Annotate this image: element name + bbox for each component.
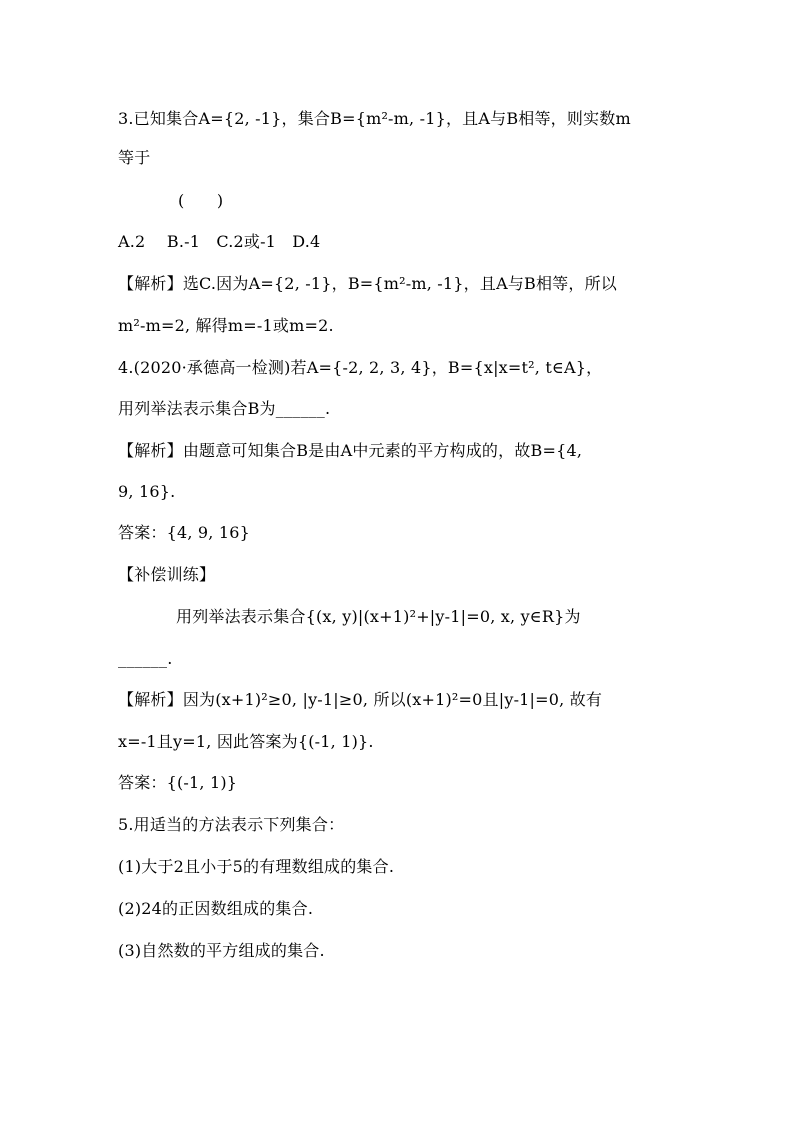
supplement-analysis-tag: 【解析】 [118, 690, 183, 709]
q5-item1: (1)大于2且小于5的有理数组成的集合. [118, 857, 395, 876]
supplement-analysis-line1 [118, 689, 602, 711]
q4-analysis-text1: 由题意可知集合B是由A中元素的平方构成的，故B={4, [182, 441, 583, 460]
supplement-analysis-line2: x=-1且y=1, 因此答案为{(-1, 1)}. [118, 732, 374, 751]
q3-analysis-tag: 【解析】 [118, 274, 183, 293]
q4-analysis-line1 [118, 440, 582, 462]
q3-line2: 等于 [118, 148, 151, 167]
q5-line1: 5.用适当的方法表示下列集合： [118, 815, 345, 834]
supplement-title: 【补偿训练】 [118, 565, 216, 584]
supplement-line2: ______. [118, 649, 173, 668]
q3-line1: 3.已知集合A={2, -1}，集合B={m²-m, -1}，且A与B相等，则实数m [118, 109, 631, 128]
q3-blank-parens: ( ) [178, 191, 224, 210]
q4-line1: 4.(2020·承德高一检测)若A={-2, 2, 3, 4}，B={x|x=t², t∈A}， [118, 358, 603, 377]
supplement-answer: 答案：{(-1, 1)} [118, 773, 238, 792]
q4-answer: 答案：{4, 9, 16} [118, 523, 251, 542]
q3-analysis-line2: m²-m=2, 解得m=-1或m=2. [118, 316, 334, 335]
q3-options: A.2 B.-1 C.2或-1 D.4 [118, 232, 321, 251]
q3-analysis-line1 [118, 273, 617, 295]
supplement-line1: 用列举法表示集合{(x, y)|(x+1)²+|y-1|=0, x, y∈R}为 [176, 607, 581, 626]
q5-item3: (3)自然数的平方组成的集合. [118, 941, 325, 960]
q4-line2: 用列举法表示集合B为______. [118, 399, 331, 418]
q4-analysis-line2: 9, 16}. [118, 482, 176, 501]
q5-item2: (2)24的正因数组成的集合. [118, 899, 314, 918]
q4-analysis-tag: 【解析】 [118, 441, 183, 460]
q3-analysis-text1: 选C.因为A={2, -1}，B={m²-m, -1}，且A与B相等，所以 [182, 274, 617, 293]
supplement-analysis-text1: 因为(x+1)²≥0, |y-1|≥0, 所以(x+1)²=0且|y-1|=0, 故有 [182, 690, 603, 709]
